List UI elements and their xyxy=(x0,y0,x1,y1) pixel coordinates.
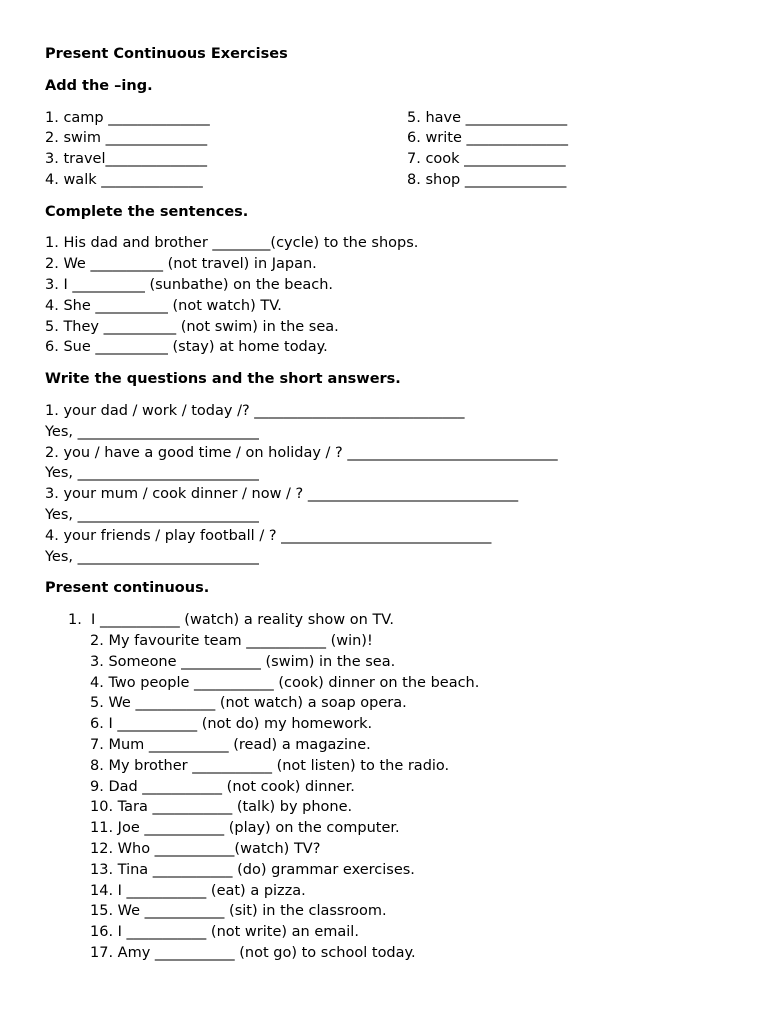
add-ing-left-column xyxy=(45,108,210,191)
exercise-item: 14. I ___________ (eat) a pizza. xyxy=(90,882,306,899)
exercise-item: 1. His dad and brother ________(cycle) to the shops. xyxy=(45,235,419,252)
exercise-item: 12. Who ___________(watch) TV? xyxy=(90,840,321,857)
exercise-item: 2. My favourite team ___________ (win)! xyxy=(90,632,373,649)
section-heading-add-ing: Add the –ing. xyxy=(45,77,153,94)
complete-sentences-list xyxy=(45,233,745,358)
questions-list xyxy=(45,401,745,567)
exercise-item: 16. I ___________ (not write) an email. xyxy=(90,924,359,941)
exercise-item: 5. We ___________ (not watch) a soap opera. xyxy=(90,695,407,712)
exercise-item: 4. walk ______________ xyxy=(45,171,203,188)
exercise-item: 4. She __________ (not watch) TV. xyxy=(45,297,282,314)
short-answer-item: Yes, _________________________ xyxy=(45,548,259,565)
short-answer-item: Yes, _________________________ xyxy=(45,465,259,482)
exercise-item: 2. swim ______________ xyxy=(45,130,208,147)
section-heading-present-continuous: Present continuous. xyxy=(45,580,210,597)
exercise-item: 8. My brother ___________ (not listen) to the radio. xyxy=(90,757,450,774)
exercise-item: 6. I ___________ (not do) my homework. xyxy=(90,716,373,733)
page-title: Present Continuous Exercises xyxy=(45,46,288,62)
exercise-item: 7. Mum ___________ (read) a magazine. xyxy=(90,736,371,753)
exercise-item: 11. Joe ___________ (play) on the computer. xyxy=(90,820,400,837)
exercise-item: 4. Two people ___________ (cook) dinner on the beach. xyxy=(90,674,480,691)
exercise-item: 2. We __________ (not travel) in Japan. xyxy=(45,256,317,273)
exercise-item: 5. have ______________ xyxy=(407,109,568,126)
short-answer-item: Yes, _________________________ xyxy=(45,506,259,523)
exercise-item: 15. We ___________ (sit) in the classroom. xyxy=(90,903,387,920)
section-heading-complete-sentences: Complete the sentences. xyxy=(45,203,249,220)
section-heading-questions: Write the questions and the short answers. xyxy=(45,371,401,388)
question-item: 4. your friends / play football / ? _____________________________ xyxy=(45,527,492,544)
exercise-item: 17. Amy ___________ (not go) to school today. xyxy=(90,944,416,961)
exercise-item: 5. They __________ (not swim) in the sea. xyxy=(45,318,339,335)
exercise-item: 13. Tina ___________ (do) grammar exercises. xyxy=(90,861,415,878)
exercise-item: 6. Sue __________ (stay) at home today. xyxy=(45,339,328,356)
exercise-item: 1. I ___________ (watch) a reality show on TV. xyxy=(68,612,394,629)
exercise-item: 8. shop ______________ xyxy=(407,171,567,188)
exercise-item: 9. Dad ___________ (not cook) dinner. xyxy=(90,778,355,795)
present-continuous-list xyxy=(45,610,745,964)
add-ing-exercise xyxy=(45,108,745,191)
question-item: 1. your dad / work / today /? _____________________________ xyxy=(45,402,465,419)
add-ing-right-column xyxy=(407,108,568,191)
exercise-item: 1. camp ______________ xyxy=(45,109,210,126)
exercise-item: 3. I __________ (sunbathe) on the beach. xyxy=(45,276,334,293)
worksheet xyxy=(45,44,745,964)
question-item: 3. your mum / cook dinner / now / ? _____________________________ xyxy=(45,486,519,503)
exercise-item: 3. travel______________ xyxy=(45,151,208,168)
exercise-item: 10. Tara ___________ (talk) by phone. xyxy=(90,799,353,816)
short-answer-item: Yes, _________________________ xyxy=(45,423,259,440)
exercise-item: 3. Someone ___________ (swim) in the sea. xyxy=(90,653,396,670)
question-item: 2. you / have a good time / on holiday / ? _____________________________ xyxy=(45,444,558,461)
exercise-item: 6. write ______________ xyxy=(407,130,569,147)
exercise-item: 7. cook ______________ xyxy=(407,151,566,168)
